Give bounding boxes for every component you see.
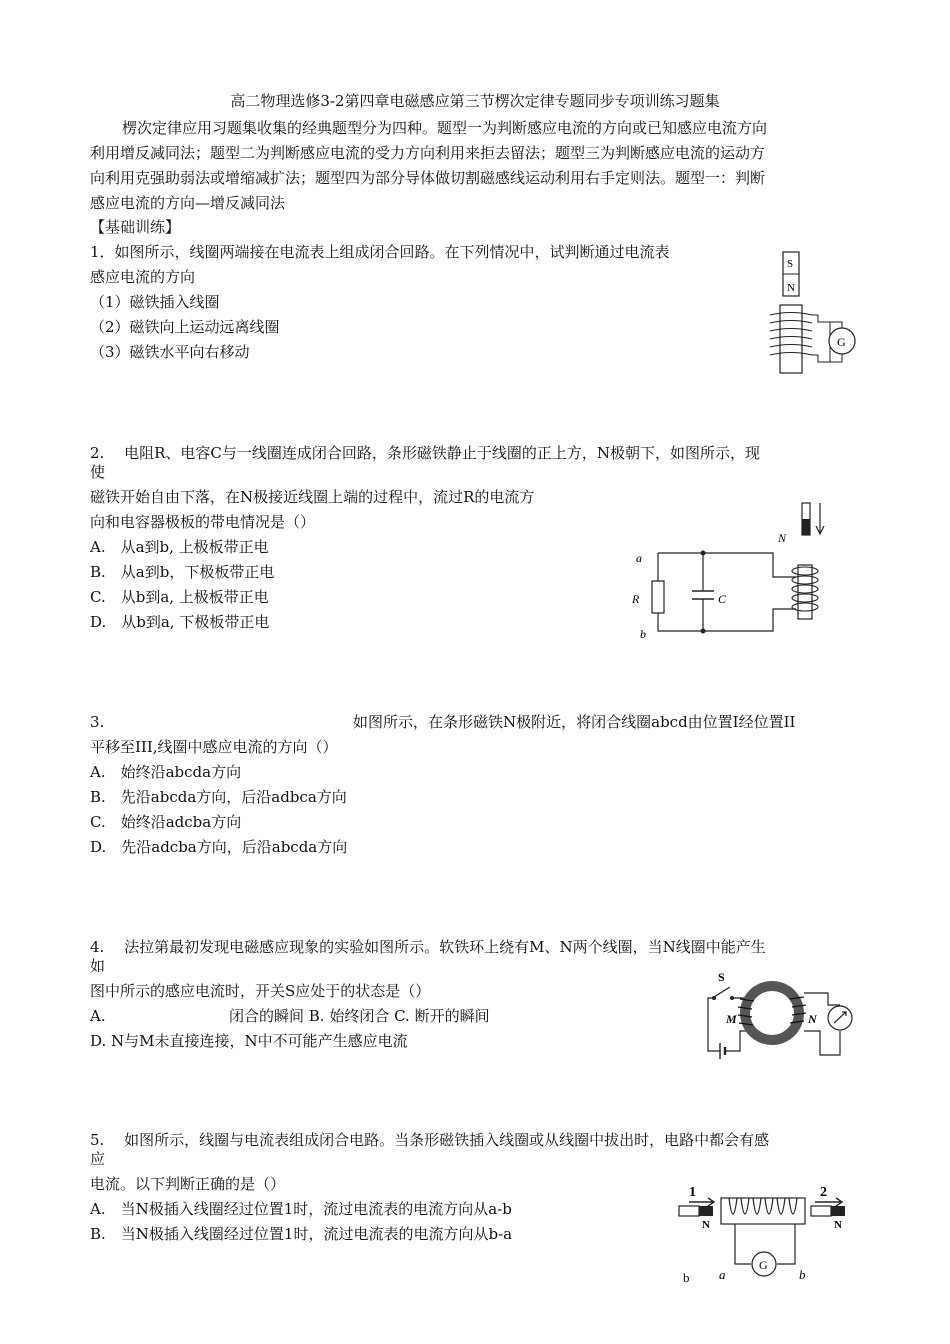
intro-line-3: 向利用克强助弱法或增缩减扩法；题型四为部分导体做切割磁感线运动利用右手定则法。题型一：判断 xyxy=(90,169,766,187)
q1-option-3: （3）磁铁水平向右移动 xyxy=(90,343,250,361)
point-b-outer-label: b xyxy=(683,1270,690,1285)
q1-stem-1: 1．如图所示，线圈两端接在电流表上组成闭合回路。在下列情况中，试判断通过电流表 xyxy=(90,243,670,261)
q2-option-c: C. 从b到a, 上极板带正电 xyxy=(90,588,269,606)
galvanometer-label: G xyxy=(837,335,846,349)
q2-option-b: B. 从a到b，下极板带正电 xyxy=(90,563,275,581)
q3-option-b: B. 先沿abcda方向，后沿adbca方向 xyxy=(90,788,347,806)
q2-figure xyxy=(620,495,860,655)
q2-stem-3: 磁铁开始自由下落，在N极接近线圈上端的过程中，流过R的电流方 xyxy=(90,488,535,506)
q4-stem-1: 4. 法拉第最初发现电磁感应现象的实验如图所示。软铁环上绕有M、N两个线圈，当N线圈中能产生 xyxy=(90,938,766,956)
q5-stem-3: 电流。以下判断正确的是（） xyxy=(90,1175,286,1193)
q4-option-a-prefix: A. xyxy=(90,1007,106,1025)
q3-option-a: A. 始终沿abcda方向 xyxy=(90,763,242,781)
q5-option-a: A. 当N极插入线圈经过位置1时，流过电流表的电流方向从a-b xyxy=(90,1200,512,1218)
coil-core xyxy=(780,305,802,373)
coil-tube xyxy=(721,1198,805,1224)
intro-line-2: 利用增反减同法；题型二为判断感应电流的受力方向利用来拒去留法；题型三为判断感应电流的运动方 xyxy=(90,144,766,162)
q4-stem-2: 如 xyxy=(90,957,106,975)
q5-option-b: B. 当N极插入线圈经过位置1时，流过电流表的电流方向从b-a xyxy=(90,1225,513,1243)
point-a-label: a xyxy=(636,551,642,565)
q3-option-d: D. 先沿adcba方向，后沿abcda方向 xyxy=(90,838,348,856)
position-2-label: 2 xyxy=(820,1185,827,1200)
q4-stem-3: 图中所示的感应电流时，开关S应处于的状态是（） xyxy=(90,982,431,1000)
q5-figure xyxy=(675,1178,865,1290)
capacitor-label: C xyxy=(718,592,727,606)
point-b-label: b xyxy=(799,1267,806,1282)
switch-s xyxy=(714,987,730,997)
resistor-label: R xyxy=(632,592,640,606)
intro-line-4: 感应电流的方向—增反减同法 xyxy=(90,194,286,212)
q1-option-2: （2）磁铁向上运动远离线圈 xyxy=(90,318,280,336)
magnet-2-n-label: N xyxy=(834,1219,842,1231)
magnet-s-label: S xyxy=(787,258,794,270)
q2-option-a: A. 从a到b, 上极板带正电 xyxy=(90,538,269,556)
q4-figure xyxy=(700,965,865,1065)
magnet-1-n-label: N xyxy=(702,1219,710,1231)
magnet-2 xyxy=(811,1206,831,1216)
q3-option-c: C. 始终沿adcba方向 xyxy=(90,813,242,831)
position-1-label: 1 xyxy=(689,1185,696,1200)
point-b-label: b xyxy=(640,627,646,641)
q4-option-d: D. N与M未直接连接，N中不可能产生感应电流 xyxy=(90,1032,408,1050)
q4-options-abc: 闭合的瞬间 B. 始终闭合 C. 断开的瞬间 xyxy=(229,1007,490,1025)
coil-n-label: N xyxy=(808,1012,817,1026)
galvanometer-label: G xyxy=(759,1258,768,1272)
q2-stem-4: 向和电容器极板的带电情况是（） xyxy=(90,513,316,531)
intro-line-1: 楞次定律应用习题集收集的经典题型分为四种。题型一为判断感应电流的方向或已知感应电流方向 xyxy=(122,119,768,137)
q3-stem-1: 如图所示，在条形磁铁N极附近，将闭合线圈abcd由位置Ⅰ经位置II xyxy=(353,713,796,731)
q2-option-d: D. 从b到a, 下极板带正电 xyxy=(90,613,270,631)
q1-figure xyxy=(760,250,870,380)
q5-stem-1: 5. 如图所示，线圈与电流表组成闭合电路。当条形磁铁插入线圈或从线圈中拔出时，电路中都会有感 xyxy=(90,1131,770,1149)
resistor-r xyxy=(652,581,664,613)
page-title: 高二物理选修3-2第四章电磁感应第三节楞次定律专题同步专项训练习题集 xyxy=(230,92,720,110)
q2-stem-2: 使 xyxy=(90,463,106,481)
coil-m-label: M xyxy=(726,1012,737,1026)
q3-number: 3. xyxy=(90,713,105,731)
q1-stem-2: 感应电流的方向 xyxy=(90,268,196,286)
magnet-1 xyxy=(679,1206,699,1216)
magnet-n-label: N xyxy=(787,282,795,294)
switch-label: S xyxy=(718,970,725,984)
q3-stem-2: 平移至III,线圈中感应电流的方向（） xyxy=(90,738,338,756)
point-a-label: a xyxy=(719,1267,726,1282)
q2-stem-1: 2. 电阻R、电容C与一线圈连成闭合回路，条形磁铁静止于线圈的正上方，N极朝下，如图所示，现 xyxy=(90,444,760,462)
n-pole-label: N xyxy=(778,531,787,545)
section-heading: 【基础训练】 xyxy=(90,218,181,236)
q5-stem-2: 应 xyxy=(90,1150,106,1168)
q1-option-1: （1）磁铁插入线圈 xyxy=(90,293,220,311)
